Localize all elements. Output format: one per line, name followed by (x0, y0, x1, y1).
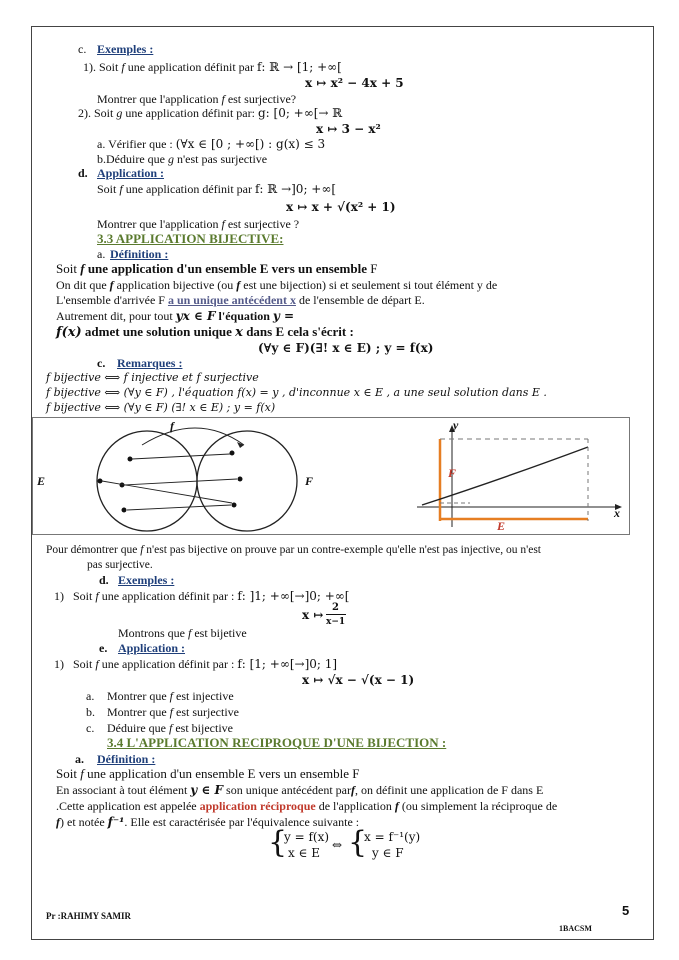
proof-ex-task: Montrons que (118, 626, 185, 640)
f-symbol: f (109, 278, 114, 292)
q-a-label: a. (86, 689, 95, 703)
ex1-map: f: ℝ → [1; +∞[ (256, 60, 342, 74)
proof-app-text: une application définit par : (101, 657, 235, 671)
graph-E-label: E (497, 519, 506, 533)
proof-app-heading: Application : (118, 641, 186, 655)
element-f3 (232, 503, 237, 508)
proof-ex-task-line (118, 626, 247, 640)
def-l3-b: de l'ensemble de départ E. (298, 293, 425, 307)
f-symbol: f (394, 799, 399, 813)
def-l4-a: Autrement dit, pour tout (56, 309, 173, 323)
f-symbol: f (140, 544, 144, 556)
ex2-a-line (97, 137, 325, 151)
figure-e-label: E (37, 474, 46, 488)
f-symbol: f (95, 657, 99, 671)
ex2-map: g: [0; +∞[→ ℝ (257, 106, 343, 120)
def-line-4 (56, 309, 294, 323)
footer-author: Pr :RAHIMY SAMIR (46, 911, 131, 921)
def-l5-d: dans E cela s'écrit : (246, 324, 354, 339)
element-f2 (238, 477, 243, 482)
app1-letter: d. (78, 166, 88, 180)
element-e4 (122, 508, 127, 513)
f-symbol: f (188, 626, 192, 640)
f-symbol: f (119, 182, 123, 196)
s34-l2-d: , on définit une application de F dans E (354, 783, 544, 797)
figure-F-label: F (305, 474, 314, 488)
app1-task-end: est surjective ? (227, 217, 300, 231)
q-a (107, 689, 234, 703)
f-symbol: f (236, 278, 241, 292)
proof-ex-text: une application définit par : (101, 589, 235, 603)
sec34-line-4 (56, 815, 359, 829)
proof-ex-intro: Soit (73, 589, 93, 603)
def-l5-a: f(x) (56, 325, 82, 340)
ex2-intro: 2). Soit (78, 106, 114, 120)
ex1-text: une application définit par (127, 60, 254, 74)
def-l3-a: L'ensemble d'arrivée F (56, 293, 165, 307)
app1-text: une application définit par (125, 182, 252, 196)
ex-letter: c. (78, 42, 87, 56)
ex2-b-line (97, 152, 267, 166)
proof-ex-num-top: 2 (332, 602, 339, 613)
proof-line-1 (46, 543, 541, 557)
sec34-def-heading: Définition : (97, 752, 156, 766)
f-symbol: f (168, 721, 173, 735)
ex1-task: Montrer que l'application (97, 92, 219, 106)
s34-l2-c: son unique antécédent par (226, 783, 351, 797)
proof-ex-line (54, 589, 349, 603)
bijection-figure (32, 417, 630, 535)
q-a-end: est injective (176, 689, 234, 703)
def-l1-b: une application d'un ensemble E vers un ensemble (87, 261, 367, 276)
curve (422, 447, 588, 505)
app1-map: f: ℝ →]0; +∞[ (254, 182, 337, 196)
arrow-f (142, 428, 244, 445)
g-symbol: g (116, 106, 123, 120)
remark-2: f bijective ⟺ (∀y ∈ F) , l'équation f(x) = y , d'inconnue x ∈ E , a une seul solution dans E . (46, 386, 547, 399)
f-symbol: f (80, 261, 85, 276)
app1-intro: Soit (97, 182, 117, 196)
sec34-line-2 (56, 783, 543, 797)
s34-l3-c: (ou simplement la réciproque de (401, 799, 558, 813)
def-l5-c: x (235, 325, 243, 340)
page-number: 5 (622, 903, 630, 918)
f-symbol: f (80, 766, 84, 781)
ex-heading: Exemples : (97, 42, 154, 56)
f-symbol: f (169, 689, 173, 703)
eq-left-2: x ∈ E (288, 846, 321, 860)
proof-ex-num: 1) (54, 589, 64, 603)
proof-l1-a: Pour démontrer que (46, 544, 138, 556)
eq-right-1: x = f⁻¹(y) (364, 830, 421, 844)
graph-x-label: x (614, 506, 620, 520)
def-l2-b: application bijective (ou (116, 278, 234, 292)
rem-heading: Remarques : (117, 356, 183, 370)
sec34-line-3 (56, 799, 557, 813)
eq-iff: ⇔ (332, 838, 343, 852)
remark-1: f bijective ⟺ f injective et f surjective (46, 371, 259, 384)
ex2-text: une application définit par: (125, 106, 255, 120)
f-symbol: f (350, 783, 355, 797)
proof-ex-letter: d. (99, 573, 109, 587)
eq-right-2: y ∈ F (372, 846, 404, 860)
g-symbol: g (167, 152, 174, 166)
def-l5-b: admet une solution unique (84, 324, 232, 339)
app1-line (97, 182, 336, 196)
eq-left-1: y = f(x) (284, 830, 330, 844)
app1-rule: x ↦ x + √(x² + 1) (286, 200, 396, 214)
def-heading: Définition : (110, 247, 169, 261)
f-symbol: f (221, 92, 225, 106)
q-b (107, 705, 239, 719)
s34-l4-b: f⁻¹ (107, 815, 125, 829)
ex1-rule: x ↦ x² − 4x + 5 (305, 76, 404, 90)
ex2-a-math: (∀x ∈ [0 ; +∞[) : g(x) ≤ 3 (175, 137, 326, 151)
def-l3-link: a un unique antécédent x (167, 293, 296, 307)
def-line-2 (56, 278, 497, 292)
sets-diagram (97, 428, 297, 531)
proof-ex-rule: x ↦ (302, 608, 324, 622)
s34-l3-a: .Cette application est appelée (56, 799, 197, 813)
proof-ex-map: f: ]1; +∞[→]0; +∞[ (237, 589, 350, 603)
footer-class: 1BACSM (559, 924, 592, 933)
bijection-formula: (∀y ∈ F)(∃! x ∈ E) ; y = f(x) (258, 341, 434, 355)
ex2-rule: x ↦ 3 − x² (316, 122, 381, 136)
q-c-end: est bijective (175, 721, 233, 735)
f-symbol: f (169, 705, 173, 719)
def-l1-a: Soit (56, 261, 77, 276)
def-l4-b: yx ∈ F (175, 309, 216, 323)
s34-l3-red: application réciproque (199, 799, 316, 813)
def-letter: a. (97, 247, 106, 261)
proof-ex-heading: Exemples : (118, 573, 175, 587)
f-symbol: f (221, 217, 225, 231)
s34-l2-a: En associant à tout élément (56, 783, 188, 797)
ex2-b-text: Déduire que (106, 152, 165, 166)
set-f-circle (197, 431, 297, 531)
proof-ex-den: x−1 (326, 617, 346, 627)
q-b-label: b. (86, 705, 95, 719)
q-c-text: Déduire que (107, 721, 166, 735)
q-c-label: c. (86, 721, 95, 735)
proof-line-2: pas surjective. (87, 559, 153, 571)
ex1-task-end: est surjective? (227, 92, 297, 106)
sec34-line-1 (56, 767, 359, 781)
def-line-5 (56, 325, 354, 340)
def-l4-c: l'équation (218, 309, 270, 323)
element-f1 (230, 451, 235, 456)
ex2-b-label: b. (97, 152, 106, 166)
proof-l1-b: n'est pas bijective on prouve par un contre-exemple qu'elle n'est pas injective, ou n'est (146, 544, 541, 556)
def-l4-d: y = (272, 309, 295, 323)
element-e2 (98, 479, 103, 484)
ex2-b-end: n'est pas surjective (176, 152, 268, 166)
s34-l4-a: ) et notée (60, 815, 105, 829)
sec34-def-letter: a. (75, 752, 84, 766)
f-symbol: f (56, 815, 60, 829)
ex1-line (83, 60, 342, 74)
proof-app-rule: x ↦ √x − √(x − 1) (302, 673, 415, 687)
s34-l3-b: de l'application (318, 799, 392, 813)
proof-ex-task-end: est bijetive (194, 626, 247, 640)
def-l2-a: On dit que (56, 278, 107, 292)
q-a-text: Montrer que (107, 689, 167, 703)
proof-app-intro: Soit (73, 657, 93, 671)
element-e1 (128, 457, 133, 462)
s34-l1-b: une application d'un ensemble E vers un ensemble F (87, 766, 360, 781)
q-b-text: Montrer que (107, 705, 167, 719)
ex1-task-line (97, 92, 296, 106)
set-e-circle (97, 431, 197, 531)
proof-app-line (54, 657, 337, 671)
app1-heading: Application : (97, 166, 165, 180)
right-brace: { (348, 825, 368, 860)
q-c (107, 721, 233, 735)
figure-border (33, 418, 630, 535)
def-line-3 (56, 293, 425, 307)
def-l2-c: est une bijection) si et seulement si tout élément y de (243, 278, 498, 292)
f-symbol: f (121, 60, 125, 74)
s34-l2-b: y ∈ F (190, 783, 224, 797)
ex1-intro: 1). Soit (83, 60, 119, 74)
graph-y-label: y (453, 418, 459, 432)
ex2-line (78, 106, 342, 120)
ex2-a-label: a. Vérifier que : (97, 137, 173, 151)
proof-app-map: f: [1; +∞[→]0; 1] (237, 657, 338, 671)
rem-letter: c. (97, 356, 106, 370)
app1-task: Montrer que l'application (97, 217, 219, 231)
section-3-3-title: 3.3 APPLICATION BIJECTIVE: (97, 231, 284, 246)
def-l1-c: F (370, 261, 378, 276)
left-brace: { (268, 825, 288, 860)
remark-3: f bijective ⟺ (∀y ∈ F) (∃! x ∈ E) ; y = f(x) (46, 401, 276, 414)
app1-task-line (97, 217, 299, 231)
def-line-1 (56, 262, 377, 276)
proof-app-num: 1) (54, 657, 64, 671)
graph-F-label: F (448, 466, 457, 480)
q-b-end: est surjective (176, 705, 239, 719)
s34-l4-c: . Elle est caractérisée par l'équivalence suivante : (124, 815, 360, 829)
figure-f-label: f (170, 419, 174, 433)
f-symbol: f (95, 589, 99, 603)
s34-l1-a: Soit (56, 766, 77, 781)
section-3-4-title: 3.4 L'APPLICATION RECIPROQUE D'UNE BIJECTION : (107, 735, 447, 750)
proof-app-letter: e. (99, 641, 108, 655)
